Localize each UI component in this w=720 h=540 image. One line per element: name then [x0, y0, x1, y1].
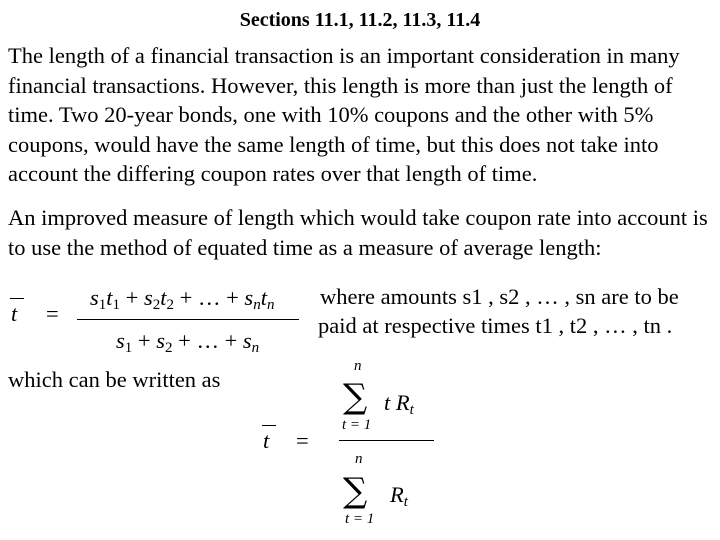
formula2-fraction-bar [339, 440, 434, 441]
slide-heading: Sections 11.1, 11.2, 11.3, 11.4 [239, 9, 481, 31]
formula1-lhs-t: t [11, 301, 18, 326]
formula2-lhs-t: t [263, 428, 270, 453]
formula2-den-sigma: ∑ [343, 471, 368, 511]
formula1-fraction-bar [77, 319, 299, 320]
formula1-denominator: $s_1 + s_2$ + … + $s_n$ [116, 328, 260, 356]
paragraph-equated-time: An improved measure of length which would take coupon rate into account is to use the method of equated time as a measure of average length: [8, 205, 708, 260]
formula2-den-upper-limit: n [355, 451, 363, 467]
formula2-den-lower-limit: t = 1 [345, 511, 375, 527]
formula2-equals: = [296, 428, 309, 453]
formula2-num-sigma: ∑ [343, 377, 368, 417]
formula1-numerator: $s_1t_1 + s_2t_2$ + … + $s_nt_n$ [90, 285, 275, 313]
transition-text: which can be written as [8, 367, 221, 392]
formula1-note-line1: where amounts s1 , s2 , … , sn are to be [320, 284, 679, 309]
formula2-num-lower-limit: t = 1 [342, 417, 372, 433]
formula1-equals: = [46, 301, 59, 326]
paragraph-intro: The length of a financial transaction is an important consideration in many financial transactions. However, this length is more than just the length of time. Two 20-year bonds, one with 10% coupons and the other with 5% coupons, would have the same length of time, but this does not take into account the differing coupon rates over that length of time. [8, 43, 680, 186]
formula2-denominator-term: $R_t$ [390, 482, 408, 510]
formula2-num-upper-limit: n [354, 358, 362, 374]
formula2-numerator-term: t $R_t$ [384, 390, 414, 418]
formula2-lhs-overbar [262, 425, 276, 426]
formula1-note-line2: paid at respective times t1 , t2 , … , tn . [318, 313, 673, 338]
formula1-lhs-overbar [10, 298, 24, 299]
